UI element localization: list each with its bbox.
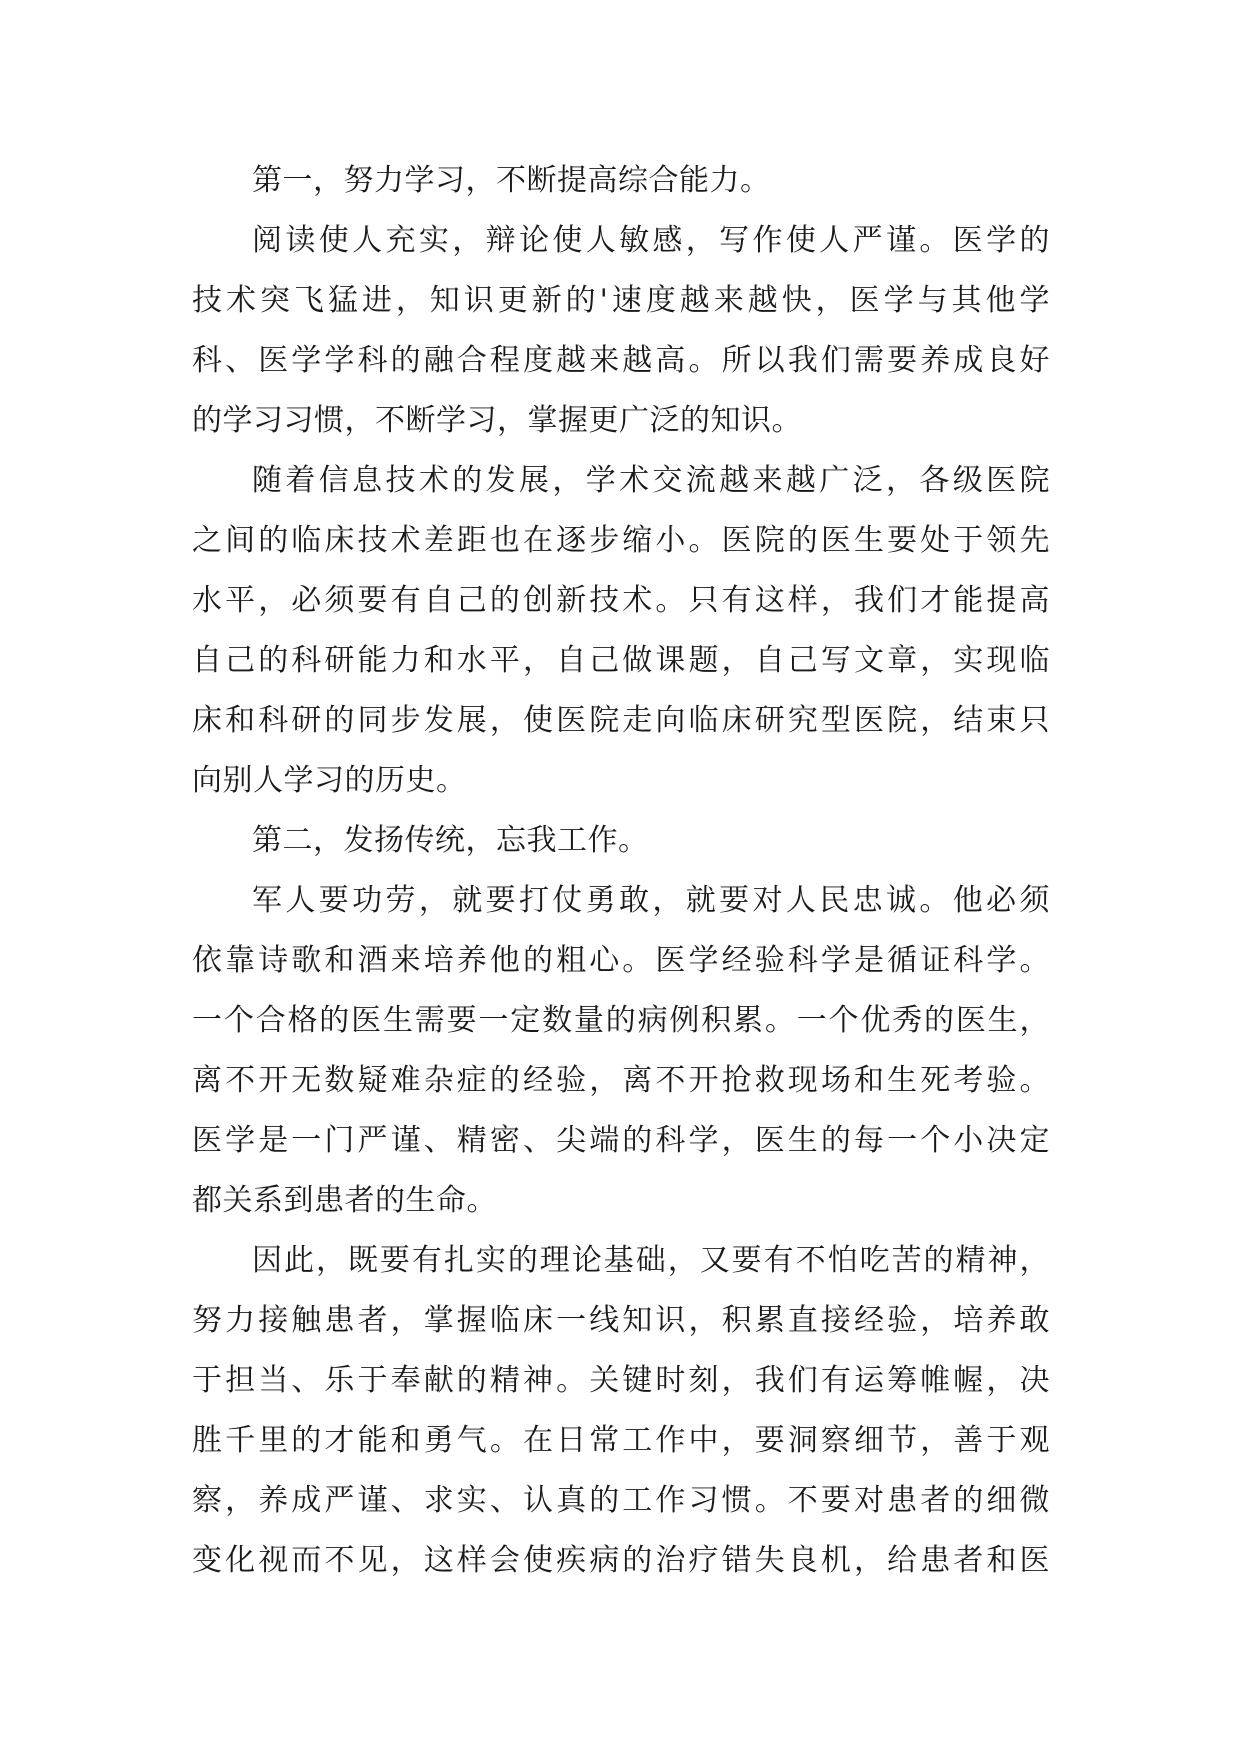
text-line: 都关系到患者的生命。 (192, 1183, 497, 1218)
text-line: 水平，必须要有自己的创新技术。只有这样，我们才能提高 (192, 583, 1050, 618)
paragraph-2 (192, 211, 1050, 451)
text-line: 胜千里的才能和勇气。在日常工作中，要洞察细节，善于观 (192, 1423, 1050, 1458)
text-line: 自己的科研能力和水平，自己做课题，自己写文章，实现临 (192, 643, 1050, 678)
paragraph-heading-2 (192, 811, 1050, 871)
paragraph-5 (192, 871, 1050, 1231)
text-line: 阅读使人充实，辩论使人敏感，写作使人严谨。医学的 (252, 223, 1050, 258)
text-line: 床和科研的同步发展，使医院走向临床研究型医院，结束只 (192, 703, 1050, 738)
heading-line: 第一，努力学习，不断提高综合能力。 (252, 163, 771, 198)
heading-line: 第二，发扬传统，忘我工作。 (252, 823, 649, 858)
paragraph-heading-1 (192, 151, 1050, 211)
text-line: 因此，既要有扎实的理论基础，又要有不怕吃苦的精神， (252, 1243, 1050, 1278)
text-line: 医学是一门严谨、精密、尖端的科学，医生的每一个小决定 (192, 1123, 1050, 1158)
text-line: 的学习习惯，不断学习，掌握更广泛的知识。 (192, 403, 802, 438)
text-line: 军人要功劳，就要打仗勇敢，就要对人民忠诚。他必须 (252, 883, 1050, 918)
text-line: 离不开无数疑难杂症的经验，离不开抢救现场和生死考验。 (192, 1063, 1050, 1098)
text-line: 努力接触患者，掌握临床一线知识，积累直接经验，培养敢 (192, 1303, 1050, 1338)
text-line: 于担当、乐于奉献的精神。关键时刻，我们有运筹帷幄，决 (192, 1363, 1050, 1398)
paragraph-6 (192, 1231, 1050, 1591)
text-line: 技术突飞猛进，知识更新的'速度越来越快，医学与其他学 (192, 283, 1050, 318)
text-line: 之间的临床技术差距也在逐步缩小。医院的医生要处于领先 (192, 523, 1050, 558)
text-line: 随着信息技术的发展，学术交流越来越广泛，各级医院 (252, 463, 1050, 498)
text-line: 向别人学习的历史。 (192, 763, 467, 798)
text-line: 察，养成严谨、求实、认真的工作习惯。不要对患者的细微 (192, 1483, 1050, 1518)
text-line: 一个合格的医生需要一定数量的病例积累。一个优秀的医生， (192, 1003, 1050, 1038)
text-line: 科、医学学科的融合程度越来越高。所以我们需要养成良好 (192, 343, 1050, 378)
text-line: 依靠诗歌和酒来培养他的粗心。医学经验科学是循证科学。 (192, 943, 1050, 978)
text-line: 变化视而不见，这样会使疾病的治疗错失良机，给患者和医 (192, 1543, 1050, 1578)
paragraph-3 (192, 451, 1050, 811)
document-body (192, 151, 1050, 1591)
